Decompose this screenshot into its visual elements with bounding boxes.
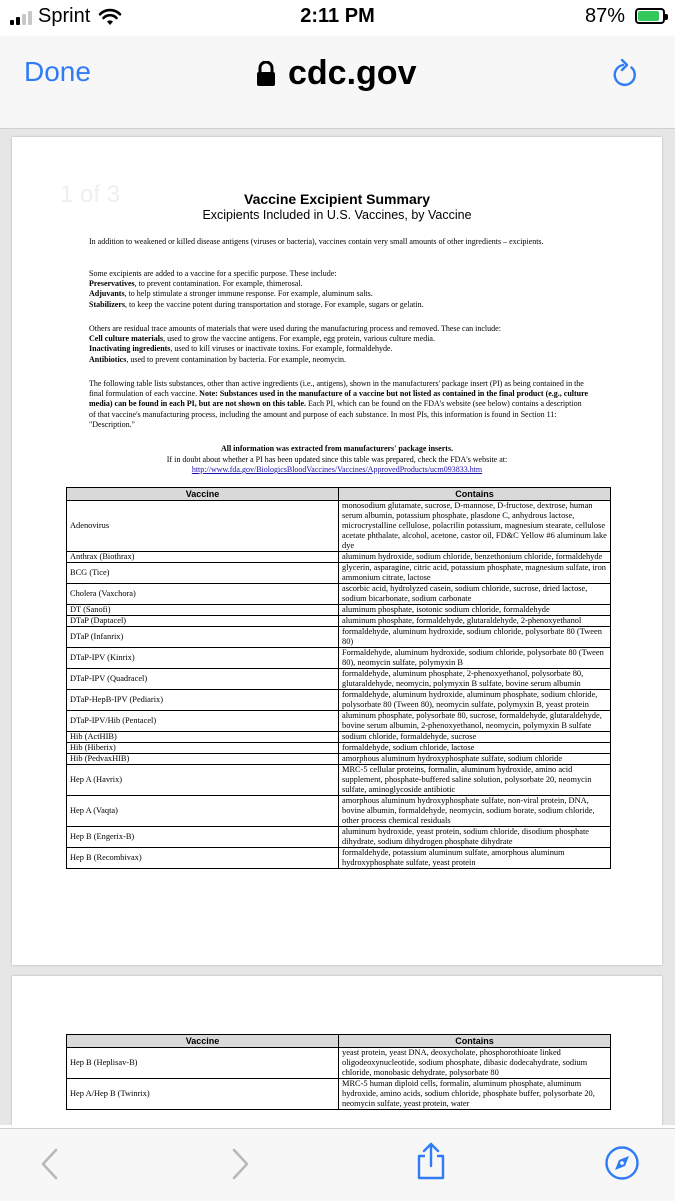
column-header-vaccine: Vaccine: [67, 488, 339, 501]
battery-nub: [665, 14, 668, 20]
source-notice: [12, 444, 662, 476]
vaccine-name-cell: Hep A (Havrix): [67, 765, 339, 796]
residuals-section: [89, 324, 589, 365]
vaccine-contents-cell: monosodium glutamate, sucrose, D-mannose, D-fructose, dextrose, human serum albumin, potassium phosphate, plasdone C, anhydrous lactose, microcrystalline cellulose, polacrilin potassium, magnesium stearate, cellulose acetate phthalate, alcohol, acetone, castor oil, FD&C Yellow #6 aluminum lake dye: [339, 501, 611, 552]
table-row: [67, 616, 611, 627]
table-header-row: [67, 1035, 611, 1048]
column-header-contains: Contains: [339, 488, 611, 501]
notice-heading: All information was extracted from manufacturers' package inserts.: [220, 444, 454, 453]
battery-icon: [635, 8, 665, 24]
vaccine-contents-cell: formaldehyde, aluminum phosphate, 2-phenoxyethanol, polysorbate 80, glutaraldehyde, neomycin, polymyxin B sulfate, bovine serum albumin: [339, 669, 611, 690]
vaccine-contents-cell: amorphous aluminum hydroxyphosphate sulfate, sodium chloride: [339, 754, 611, 765]
vaccine-contents-cell: formaldehyde, sodium chloride, lactose: [339, 743, 611, 754]
vaccine-name-cell: Cholera (Vaxchora): [67, 584, 339, 605]
vaccine-name-cell: DTaP-IPV (Quadracel): [67, 669, 339, 690]
pdf-page-2: [12, 976, 662, 1125]
forward-icon[interactable]: [228, 1147, 252, 1181]
vaccine-name-cell: Hep A/Hep B (Twinrix): [67, 1079, 339, 1110]
fda-link[interactable]: http://www.fda.gov/BiologicsBloodVaccines/Vaccines/ApprovedProducts/ucm093833.htm: [191, 465, 483, 474]
table-row: [67, 1048, 611, 1079]
vaccine-contents-cell: ascorbic acid, hydrolyzed casein, sodium chloride, sucrose, dried lactose, sodium bicarbonate, sodium carbonate: [339, 584, 611, 605]
vaccine-contents-cell: formaldehyde, aluminum hydroxide, sodium chloride, polysorbate 80 (Tween 80): [339, 627, 611, 648]
table-row: [67, 732, 611, 743]
browser-nav-bar: [0, 36, 675, 129]
table-row: [67, 711, 611, 732]
page-indicator: 1 of 3: [60, 181, 121, 208]
column-header-vaccine: Vaccine: [67, 1035, 339, 1048]
table-row: [67, 605, 611, 616]
back-icon[interactable]: [38, 1147, 62, 1181]
vaccine-contents-cell: sodium chloride, formaldehyde, sucrose: [339, 732, 611, 743]
table-row: [67, 796, 611, 827]
reload-icon[interactable]: [611, 58, 639, 90]
residual-item: Cell culture materials, used to grow the vaccine antigens. For example, egg protein, various culture media.: [89, 334, 435, 344]
done-button[interactable]: Done: [24, 56, 91, 87]
document-title: Vaccine Excipient Summary: [244, 191, 430, 207]
table-row: [67, 827, 611, 848]
vaccine-name-cell: DTaP (Daptacel): [67, 616, 339, 627]
package-insert-paragraph: The following table lists substances, other than active ingredients (i.e., antigens), shown in the manufacturers' package insert (PI) as being contained in the final formulation of each vaccine. Note: Substances used in the manufacture of a vaccine but not listed as contained in the final product (e.g., culture media) can be found in each PI, but are not shown on this table. Each PI, which can be found on the FDA's website (see below) contains a description of that vaccine's manufacturing process, including the amount and purpose of each substance. In most PIs, this information is found in Section 11: "Description.": [89, 379, 589, 429]
vaccine-contents-cell: yeast protein, yeast DNA, deoxycholate, phosphorothioate linked oligodeoxynucleotide, sodium phosphate, dibasic dodecahydrate, sodium chloride, monobasic dehydrate, polysorbate 80: [339, 1048, 611, 1079]
battery-percent: 87%: [584, 5, 625, 27]
vaccine-contents-cell: Formaldehyde, aluminum hydroxide, sodium chloride, polysorbate 80 (Tween 80), neomycin sulfate, polymyxin B: [339, 648, 611, 669]
vaccine-contents-cell: aluminum phosphate, isotonic sodium chloride, formaldehyde: [339, 605, 611, 616]
domain-text: cdc.gov: [288, 54, 417, 92]
purposes-section: [89, 269, 589, 310]
table-row: [67, 648, 611, 669]
vaccine-name-cell: Hep B (Engerix-B): [67, 827, 339, 848]
share-icon[interactable]: [414, 1141, 448, 1181]
intro-paragraph: [89, 237, 589, 247]
vaccine-name-cell: DTaP-IPV (Kinrix): [67, 648, 339, 669]
vaccine-contents-cell: formaldehyde, potassium aluminum sulfate, amorphous aluminum hydroxyphosphate sulfate, yeast protein: [339, 848, 611, 869]
pdf-viewer[interactable]: [0, 129, 675, 1125]
vaccine-name-cell: Hep A (Vaqta): [67, 796, 339, 827]
vaccine-name-cell: Hib (PedvaxHIB): [67, 754, 339, 765]
vaccine-name-cell: DTaP-IPV/Hib (Pentacel): [67, 711, 339, 732]
vaccine-contents-cell: formaldehyde, aluminum hydroxide, aluminum phosphate, sodium chloride, polysorbate 80 (Tween 80), neomycin sulfate, polymyxin B, yeast protein: [339, 690, 611, 711]
vaccine-name-cell: Hep B (Heplisav-B): [67, 1048, 339, 1079]
table-row: [67, 1079, 611, 1110]
vaccine-name-cell: DT (Sanofi): [67, 605, 339, 616]
table-row: [67, 754, 611, 765]
table-row: [67, 690, 611, 711]
purposes-intro: Some excipients are added to a vaccine for a specific purpose. These include:: [89, 269, 337, 278]
vaccine-name-cell: Hib (Hiberix): [67, 743, 339, 754]
vaccine-name-cell: DTaP-HepB-IPV (Pediarix): [67, 690, 339, 711]
lock-icon: [256, 61, 276, 87]
battery-fill: [638, 11, 659, 21]
vaccine-contents-cell: aluminum phosphate, polysorbate 80, sucrose, formaldehyde, glutaraldehyde, bovine serum albumin, 2-phenoxyethanol, neomycin, polymyxin B sulfate: [339, 711, 611, 732]
vaccine-name-cell: BCG (Tice): [67, 563, 339, 584]
vaccine-name-cell: Hib (ActHIB): [67, 732, 339, 743]
vaccine-name-cell: DTaP (Infanrix): [67, 627, 339, 648]
vaccine-name-cell: Hep B (Recombivax): [67, 848, 339, 869]
intro-text: In addition to weakened or killed disease antigens (viruses or bacteria), vaccines contain very small amounts of other ingredients – excipients.: [89, 237, 544, 246]
residual-item: Inactivating ingredients, used to kill viruses or inactivate toxins. For example, formaldehyde.: [89, 344, 393, 354]
compass-icon[interactable]: [604, 1145, 640, 1181]
table-row: [67, 765, 611, 796]
notice-text: If in doubt about whether a PI has been updated since this table was prepared, check the FDA's website at:: [166, 454, 508, 464]
document-subtitle: Excipients Included in U.S. Vaccines, by Vaccine: [202, 208, 472, 222]
table-row: [67, 501, 611, 552]
table-row: [67, 848, 611, 869]
vaccine-contents-cell: MRC-5 human diploid cells, formalin, aluminum phosphate, aluminum hydroxide, amino acids, sodium chloride, phosphate buffer, polysorbate 20, neomycin sulfate, yeast protein, water: [339, 1079, 611, 1110]
carrier-name: Sprint: [38, 5, 91, 27]
vaccine-contents-cell: aluminum phosphate, formaldehyde, glutaraldehyde, 2-phenoxyethanol: [339, 616, 611, 627]
table-header-row: [67, 488, 611, 501]
residuals-intro: Others are residual trace amounts of materials that were used during the manufacturing process and removed. These can include:: [89, 324, 501, 333]
pdf-page-1: [12, 137, 662, 965]
table-row: [67, 669, 611, 690]
vaccine-contents-cell: aluminum hydroxide, sodium chloride, benzethonium chloride, formaldehyde: [339, 552, 611, 563]
vaccine-contents-cell: amorphous aluminum hydroxyphosphate sulfate, non-viral protein, DNA, bovine albumin, formaldehyde, neomycin, sodium borate, sodium chloride, other process chemical residuals: [339, 796, 611, 827]
vaccine-contents-cell: aluminum hydroxide, yeast protein, sodium chloride, disodium phosphate dihydrate, sodium dihydrogen phosphate dihydrate: [339, 827, 611, 848]
vaccine-name-cell: Adenovirus: [67, 501, 339, 552]
browser-toolbar: [0, 1128, 675, 1201]
status-time: 2:11 PM: [300, 5, 375, 27]
table-row: [67, 627, 611, 648]
residual-item: Antibiotics, used to prevent contamination by bacteria. For example, neomycin.: [89, 354, 347, 364]
purpose-item: Stabilizers, to keep the vaccine potent during transportation and storage. For example, sugars or gelatin.: [89, 299, 424, 309]
table-row: [67, 552, 611, 563]
column-header-contains: Contains: [339, 1035, 611, 1048]
purpose-item: Preservatives, to prevent contamination. For example, thimerosal.: [89, 279, 303, 289]
vaccine-contents-cell: MRC-5 cellular proteins, formalin, aluminum hydroxide, amino acid supplement, phosphate-buffered saline solution, polysorbate 20, neomycin sulfate, aminoglycoside antibiotic: [339, 765, 611, 796]
excipient-table-continued: [66, 1034, 611, 1110]
purpose-item: Adjuvants, to help stimulate a stronger immune response. For example, aluminum salts.: [89, 289, 373, 299]
vaccine-contents-cell: glycerin, asparagine, citric acid, potassium phosphate, magnesium sulfate, iron ammonium citrate, lactose: [339, 563, 611, 584]
table-row: [67, 743, 611, 754]
vaccine-name-cell: Anthrax (Biothrax): [67, 552, 339, 563]
address-domain[interactable]: [256, 54, 416, 93]
table-row: [67, 563, 611, 584]
excipient-table: [66, 487, 611, 869]
status-bar: [0, 0, 675, 36]
table-row: [67, 584, 611, 605]
